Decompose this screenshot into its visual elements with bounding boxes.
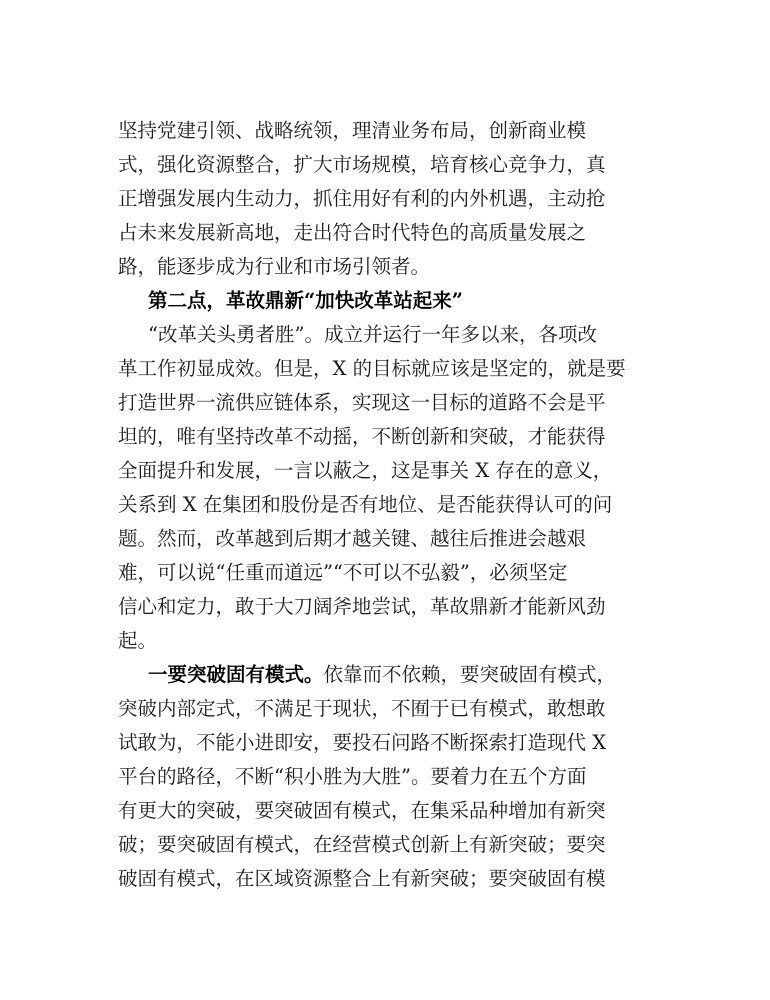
paragraph-line: 破；要突破固有模式，在经营模式创新上有新突破；要突 [118,833,606,856]
paragraph-lead-rest: 依靠而不依赖，要突破固有模式， [323,663,617,686]
paragraph-line: 有更大的突破，要突破固有模式，在集采品种增加有新突 [118,799,606,822]
paragraph-line: 式，强化资源整合，扩大市场规模，培育核心竞争力，真 [118,153,606,176]
paragraph-line: 坚持党建引领、战略统领，理清业务布局，创新商业模 [118,119,587,142]
paragraph-line: 坦的，唯有坚持改革不动摇，不断创新和突破，才能获得 [118,425,606,448]
paragraph-lead-bold: 一要突破固有模式。 [148,663,324,686]
paragraph-line: 平台的路径，不断“积小胜为大胜”。要着力在五个方面 [118,765,587,788]
section-heading: 第二点，革故鼎新“加快改革站起来” [148,289,463,312]
paragraph-line: 试敢为，不能小进即安，要投石问路不断探索打造现代 X [118,731,607,754]
paragraph-first-line [148,658,658,692]
paragraph-line: 难，可以说“任重而道远”“不可以不弘毅”，必须坚定 [118,561,568,584]
paragraph-line: 题。然而，改革越到后期才越关键、越往后推进会越艰 [118,527,587,550]
paragraph-line: 突破内部定式，不满足于现状，不囿于已有模式，敢想敢 [118,697,606,720]
paragraph-line: 全面提升和发展，一言以蔽之，这是事关 X 存在的意义， [118,459,613,482]
paragraph-line: 破固有模式，在区域资源整合上有新突破；要突破固有模 [118,867,606,890]
paragraph-line: 起。 [118,629,158,652]
paragraph-line: 革工作初显成效。但是，X 的目标就应该是坚定的，就是要 [118,357,626,380]
paragraph-line: “改革关头勇者胜”。成立并运行一年多以来，各项改 [148,323,597,346]
paragraph-line: 关系到 X 在集团和股份是否有地位、是否能获得认可的问 [118,493,613,516]
paragraph-line: 路，能逐步成为行业和市场引领者。 [118,255,431,278]
paragraph-line: 正增强发展内生动力，抓住用好有利的内外机遇，主动抢 [118,187,606,210]
paragraph-line: 打造世界一流供应链体系，实现这一目标的道路不会是平 [118,391,606,414]
paragraph-line: 信心和定力，敢于大刀阔斧地尝试，革故鼎新才能新风劲 [118,595,606,618]
paragraph-line: 占未来发展新高地，走出符合时代特色的高质量发展之 [118,221,587,244]
